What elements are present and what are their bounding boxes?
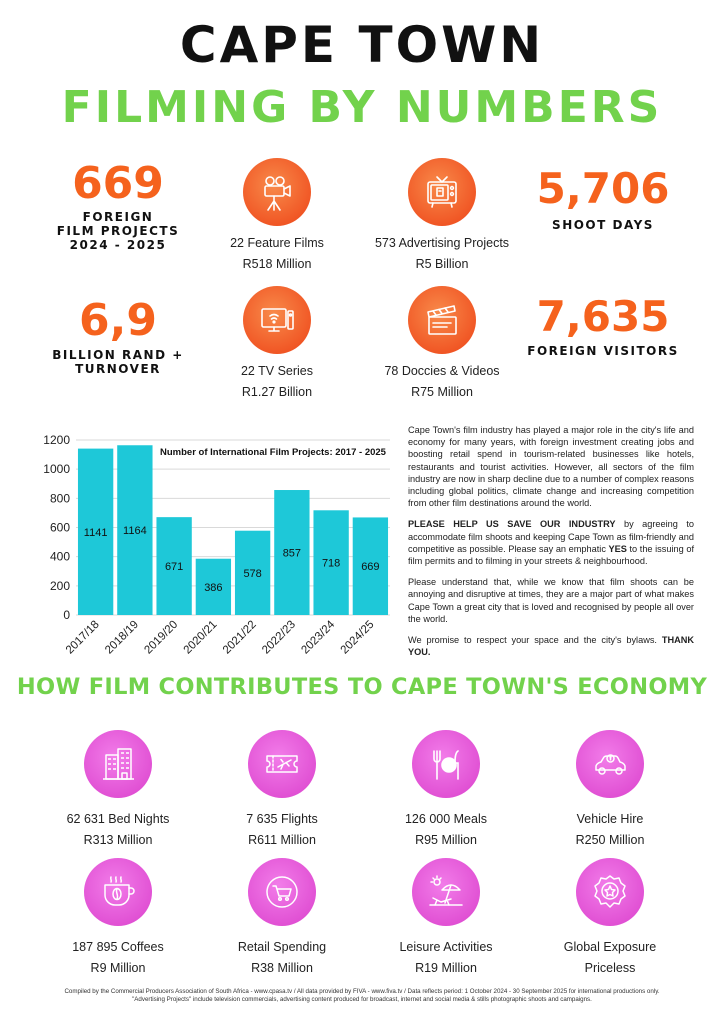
stat-visitors-label: FOREIGN VISITORS <box>527 344 679 358</box>
thank-you: THANK YOU. <box>408 635 694 658</box>
x-tick-label: 2022/23 <box>260 618 298 657</box>
stat-foreign-projects-label-2: FILM PROJECTS <box>56 224 180 238</box>
x-tick-label: 2020/21 <box>181 618 220 657</box>
paragraph-help <box>408 518 694 567</box>
help-heading: PLEASE HELP US SAVE OUR INDUSTRY <box>408 519 616 530</box>
economy-bed-nights-count: 62 631 Bed Nights <box>66 812 170 826</box>
economy-section-title: HOW FILM CONTRIBUTES TO CAPE TOWN'S ECONOMY <box>16 674 708 700</box>
page-subtitle: FILMING BY NUMBERS <box>61 82 663 133</box>
footer-note: "Advertising Projects" include television commercials, advertising content produced for broadcast, internet and social media & stills photographic shoots and campaigns. <box>132 996 592 1003</box>
category-tv-series <box>202 286 352 399</box>
stat-foreign-projects <box>38 158 198 252</box>
paragraph-understand: Please understand that, while we know that film shoots can be annoying and disruptive at times, they are a major part of what makes Cape Town a great city that is loved and recognised by people all over the world. <box>408 577 694 624</box>
vehicle-hire-icon <box>576 730 644 798</box>
category-advertising <box>362 158 522 271</box>
bar-data-label: 578 <box>243 567 262 580</box>
page-title: CAPE TOWN <box>179 16 545 74</box>
shopping-cart-icon <box>248 858 316 926</box>
economy-flights <box>222 730 342 847</box>
stat-visitors <box>518 292 688 358</box>
stat-foreign-projects-value: 669 <box>72 158 164 209</box>
clapperboard-icon <box>408 286 476 354</box>
economy-vehicle-hire-value: R250 Million <box>575 833 645 847</box>
economy-retail-value: R38 Million <box>251 961 313 975</box>
coffee-icon <box>84 858 152 926</box>
economy-meals-value: R95 Million <box>415 833 477 847</box>
help-yes: YES <box>608 543 627 554</box>
economy-coffees-value: R9 Million <box>90 961 146 975</box>
y-tick-label: 600 <box>49 520 70 535</box>
paragraph-industry: Cape Town's film industry has played a major role in the city's life and economy for many years, with foreign investment creating jobs and boosting retail spend in tourism-related businesses like hotels, restaurants and tourist activities. However, all sectors of the film industry are now in sharp decline due to a number of complex reasons including global politics, climate change and increasing competition from other film destinations around the world. <box>408 425 694 509</box>
economy-flights-count: 7 635 Flights <box>246 812 318 826</box>
chart-title: Number of International Film Projects: 2017 - 2025 <box>160 447 386 458</box>
hotel-icon <box>84 730 152 798</box>
bar-data-label: 669 <box>361 561 380 574</box>
bar-data-label: 1164 <box>123 525 147 538</box>
footer <box>30 988 694 1004</box>
bar-data-label: 857 <box>282 547 302 560</box>
stat-foreign-projects-label-1: FOREIGN <box>82 210 154 224</box>
economy-bed-nights-value: R313 Million <box>83 833 153 847</box>
film-projects-bar-chart <box>28 428 398 668</box>
economy-flights-value: R611 Million <box>248 833 316 847</box>
stat-turnover-label-1: BILLION RAND + <box>52 348 184 362</box>
economy-retail <box>222 858 342 975</box>
x-tick-label: 2021/22 <box>220 618 259 657</box>
economy-meals-count: 126 000 Meals <box>404 812 487 826</box>
stat-visitors-value: 7,635 <box>536 292 670 341</box>
y-tick-label: 0 <box>63 608 70 622</box>
x-tick-label: 2019/20 <box>142 618 181 657</box>
bar-data-label: 718 <box>321 557 341 570</box>
category-doccies-count: 78 Doccies & Videos <box>384 364 500 378</box>
footer-credits: Compiled by the Commercial Producers Association of South Africa - www.cpasa.tv / All data provided by FIVA - www.fiva.tv / Data reflects period: 1 October 2024 - 30 September 2025 for international productions only. <box>64 988 660 995</box>
x-tick-label: 2023/24 <box>299 618 338 657</box>
category-feature-films-value: R518 Million <box>242 257 312 271</box>
award-badge-icon <box>576 858 644 926</box>
category-feature-films <box>202 158 352 271</box>
billboard-tv-icon <box>408 158 476 226</box>
economy-retail-label: Retail Spending <box>237 940 327 954</box>
help-text-a: by agreeing to accommodate film shoots and keeping Cape Town as film-friendly and competitive as possible. Please say an emphatic <box>408 519 694 554</box>
stat-turnover-label-2: TURNOVER <box>75 362 161 376</box>
promise-text: We promise to respect your space and the city's bylaws. <box>408 635 662 646</box>
economy-leisure-value: R19 Million <box>415 961 477 975</box>
flight-ticket-icon <box>248 730 316 798</box>
economy-global-exposure-label: Global Exposure <box>563 940 657 954</box>
stat-shoot-days <box>518 164 688 232</box>
category-doccies <box>362 286 522 399</box>
meal-icon <box>412 730 480 798</box>
bar-data-label: 671 <box>164 561 184 574</box>
stat-shoot-days-label: SHOOT DAYS <box>552 218 654 232</box>
body-text <box>408 424 694 667</box>
help-text-b: to the issuing of film permits and to filming in your streets & neighbourhood. <box>408 543 694 567</box>
stat-turnover <box>38 294 198 376</box>
beach-umbrella-icon <box>412 858 480 926</box>
stat-shoot-days-value: 5,706 <box>536 164 670 213</box>
stat-foreign-projects-label-3: 2024 - 2025 <box>69 238 167 252</box>
x-tick-label: 2017/18 <box>63 618 102 657</box>
economy-global-exposure-value: Priceless <box>584 961 636 975</box>
economy-meals <box>386 730 506 847</box>
film-camera-icon <box>243 158 311 226</box>
y-tick-label: 1200 <box>43 433 70 447</box>
category-feature-films-count: 22 Feature Films <box>230 236 324 250</box>
category-doccies-value: R75 Million <box>411 385 473 399</box>
category-tv-series-count: 22 TV Series <box>240 364 314 378</box>
category-tv-series-value: R1.27 Billion <box>241 385 313 399</box>
economy-leisure <box>386 858 506 975</box>
y-tick-label: 1000 <box>43 462 70 477</box>
paragraph-promise <box>408 634 694 658</box>
bar-data-label: 1141 <box>83 526 108 539</box>
economy-bed-nights <box>58 730 178 847</box>
tv-series-icon <box>243 286 311 354</box>
y-tick-label: 200 <box>49 578 70 593</box>
x-tick-label: 2018/19 <box>103 618 141 657</box>
bar-data-label: 386 <box>204 581 223 594</box>
x-tick-label: 2024/25 <box>338 618 377 657</box>
economy-global-exposure <box>550 858 670 975</box>
category-advertising-value: R5 Billion <box>415 257 469 271</box>
economy-coffees <box>58 858 178 975</box>
stat-turnover-value: 6,9 <box>79 295 157 346</box>
economy-coffees-count: 187 895 Coffees <box>72 940 164 954</box>
category-advertising-count: 573 Advertising Projects <box>374 236 510 250</box>
economy-vehicle-hire-label: Vehicle Hire <box>576 812 644 826</box>
economy-leisure-label: Leisure Activities <box>399 940 493 954</box>
economy-vehicle-hire <box>550 730 670 847</box>
y-tick-label: 400 <box>49 549 70 564</box>
y-tick-label: 800 <box>49 491 70 506</box>
